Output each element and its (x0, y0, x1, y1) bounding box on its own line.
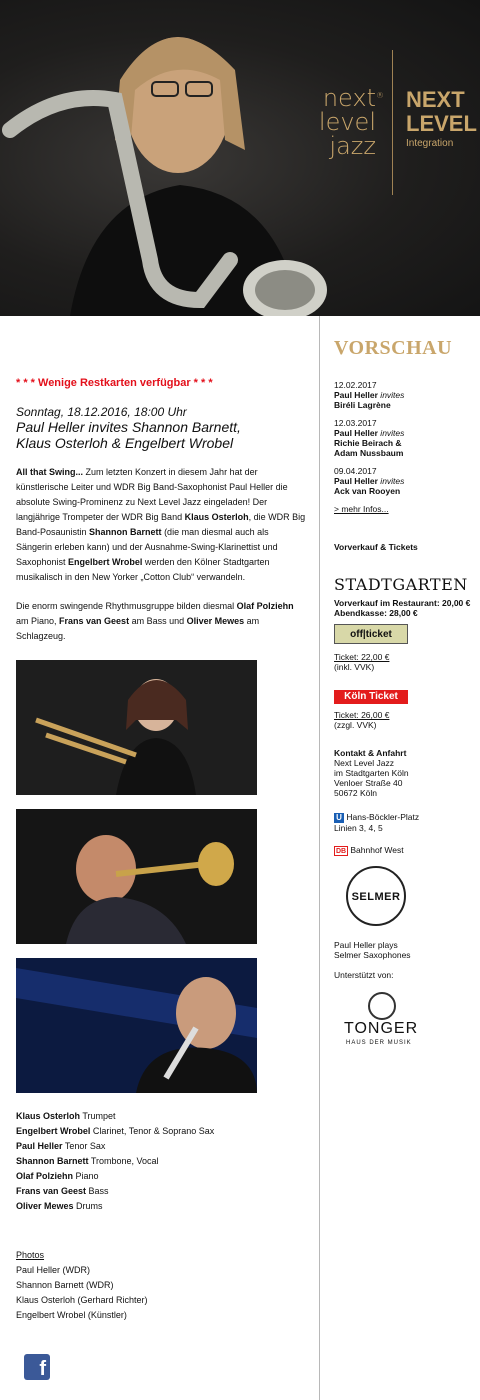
text-span: Shannon Barnett (89, 527, 162, 537)
next-level-jazz-logo (286, 84, 384, 160)
event-date: Sonntag, 18.12.2016, 18:00 Uhr (16, 405, 187, 419)
text-span: Die enorm swingende Rhythmusgruppe bilden diesmal (16, 601, 237, 611)
preview-date: 12.02.2017 (334, 380, 377, 390)
preview-item (334, 380, 474, 410)
next-level-integration-logo (406, 88, 477, 150)
offticket-price-link[interactable]: Ticket: 22,00 € (334, 652, 390, 662)
koelnticket-price-link[interactable]: Ticket: 26,00 € (334, 710, 390, 720)
text-span: Klaus Osterloh (184, 512, 249, 522)
cast-role: Tenor Sax (62, 1141, 106, 1151)
credit-item: Paul Heller (WDR) (16, 1265, 91, 1275)
text-span: am Piano, (16, 616, 60, 626)
intro-paragraph (16, 465, 306, 585)
offticket-note: (inkl. VVK) (334, 662, 375, 672)
address-line: Venloer Straße 40 (334, 778, 403, 788)
rhythm-paragraph (16, 599, 306, 644)
logo-divider (392, 50, 393, 195)
cast-item (16, 1139, 306, 1154)
event-headline (16, 419, 306, 451)
preview-item (334, 466, 474, 496)
abendkasse: Abendkasse: 28,00 € (334, 608, 418, 618)
koelnticket-logo[interactable]: Köln Ticket (334, 690, 408, 704)
headline-line-2: Klaus Osterloh & Engelbert Wrobel (16, 435, 234, 451)
address-line: im Stadtgarten Köln (334, 768, 409, 778)
preview-invite-line (334, 476, 474, 486)
logo-line-next: next (322, 84, 376, 112)
preview-guest: Richie Beirach & Adam Nussbaum (334, 438, 404, 458)
column-divider (319, 316, 320, 1400)
tonger-sub: HAUS DER MUSIK (346, 1040, 412, 1046)
main-content (16, 376, 306, 1323)
cast-name: Olaf Polziehn (16, 1171, 74, 1181)
restkarten-alert: * * * Wenige Restkarten verfügbar * * * (16, 377, 213, 389)
ubahn-lines: Linien 3, 4, 5 (334, 823, 383, 833)
vorschau-heading: VORSCHAU (334, 337, 453, 359)
cast-item (16, 1169, 306, 1184)
text-span: Oliver Mewes (186, 616, 245, 626)
cast-item (16, 1154, 306, 1169)
text-span: am Schlagzeug. (16, 616, 260, 641)
preview-item (334, 418, 474, 458)
cast-role: Clarinet, Tenor & Soprano Sax (90, 1126, 215, 1136)
selmer-line-2: Selmer Saxophones (334, 950, 411, 960)
db-station: Bahnhof West (350, 845, 404, 855)
cast-name: Frans van Geest (16, 1186, 87, 1196)
photo-credits (16, 1248, 306, 1323)
preview-invites: invites (377, 390, 405, 400)
selmer-line-1: Paul Heller plays (334, 940, 398, 950)
unterstuetzt-label: Unterstützt von: (334, 970, 394, 980)
stadtgarten-logo: STADTGARTEN (334, 575, 468, 594)
selmer-logo: SELMER (346, 866, 406, 926)
tonger-logo: TONGER (344, 1020, 419, 1037)
koelnticket-note: (zzgl. VVK) (334, 720, 377, 730)
ubahn-icon: U (334, 813, 344, 823)
cast-role: Piano (73, 1171, 99, 1181)
logo-line-jazz: jazz (329, 132, 376, 160)
mehr-infos-link[interactable]: > mehr Infos... (334, 504, 389, 514)
sidebar (334, 336, 474, 1048)
preview-invites: invites (377, 428, 405, 438)
db-icon: DB (335, 848, 347, 855)
cast-name: Engelbert Wrobel (16, 1126, 91, 1136)
preview-date: 12.03.2017 (334, 418, 377, 428)
cast-item (16, 1184, 306, 1199)
preview-guest: Ack van Rooyen (334, 486, 401, 496)
logo-line-level: level (318, 108, 376, 136)
db-info (334, 845, 474, 856)
logo-b-next: NEXT (406, 87, 465, 112)
ubahn-stop: Hans-Böckler-Platz (346, 812, 420, 822)
cast-item (16, 1109, 306, 1124)
preview-invite-line (334, 428, 474, 438)
preview-date: 09.04.2017 (334, 466, 377, 476)
preview-guest: Biréli Lagrène (334, 400, 391, 410)
facebook-icon[interactable]: f (24, 1354, 50, 1380)
preview-host: Paul Heller (334, 390, 378, 400)
registered-mark: ® (376, 91, 384, 100)
text-span: Zum letzten Konzert in diesem Jahr hat der künstlerische Leiter und WDR Big Band-Saxophonist Paul Heller die absolute Swing-Prominenz zu Next Level Jazz eingeladen! Der langjährige Trompeter der WDR Big Band (16, 467, 288, 522)
cast-name: Paul Heller (16, 1141, 63, 1151)
preview-host: Paul Heller (334, 476, 378, 486)
text-span: All that Swing... (16, 467, 83, 477)
text-span: Frans van Geest (59, 616, 130, 626)
preview-invites: invites (377, 476, 405, 486)
text-span: (die man diesmal auch als Sängerin erleben kann) und der Ausnahme-Swing-Klarinettist und Saxophonist (16, 527, 278, 567)
credit-item: Klaus Osterloh (Gerhard Richter) (16, 1295, 148, 1305)
vvk-restaurant: Vorverkauf im Restaurant: 20,00 € (334, 598, 471, 608)
offticket-logo[interactable]: off|ticket (334, 624, 408, 644)
text-span: werden den Kölner Stadtgarten musikalisch in den New Yorker „Cotton Club“ verwandeln. (16, 557, 270, 582)
photo-shannon-barnett (16, 660, 257, 795)
cast-role: Trombone, Vocal (88, 1156, 159, 1166)
tonger-emblem-icon (368, 992, 396, 1020)
preview-invite-line (334, 390, 474, 400)
photo-klaus-osterloh (16, 809, 257, 944)
ubahn-info (334, 812, 474, 823)
logo-b-level: LEVEL (406, 111, 477, 136)
logo-b-sub: Integration (406, 138, 454, 149)
text-span: , die WDR Big Band-Posaunistin (16, 512, 306, 537)
cast-role: Trumpet (80, 1111, 116, 1121)
address-line: Next Level Jazz (334, 758, 394, 768)
credit-item: Engelbert Wrobel (Künstler) (16, 1310, 127, 1320)
hero-banner (0, 0, 480, 316)
cast-item (16, 1124, 306, 1139)
cast-name: Klaus Osterloh (16, 1111, 81, 1121)
hero-photo-paul-heller (0, 0, 340, 316)
cast-role: Bass (86, 1186, 109, 1196)
kontakt-heading: Kontakt & Anfahrt (334, 748, 407, 758)
cast-role: Drums (73, 1201, 103, 1211)
preview-host: Paul Heller (334, 428, 378, 438)
address-line: 50672 Köln (334, 788, 378, 798)
cast-name: Shannon Barnett (16, 1156, 89, 1166)
text-span: Engelbert Wrobel (68, 557, 143, 567)
vorverkauf-heading: Vorverkauf & Tickets (334, 542, 418, 552)
headline-line-1: Paul Heller invites Shannon Barnett, (16, 419, 241, 435)
cast-list (16, 1109, 306, 1214)
text-span: Olaf Polziehn (236, 601, 294, 611)
credit-item: Shannon Barnett (WDR) (16, 1280, 114, 1290)
cast-name: Oliver Mewes (16, 1201, 74, 1211)
photos-heading: Photos (16, 1250, 45, 1260)
photo-engelbert-wrobel (16, 958, 257, 1093)
text-span: am Bass und (129, 616, 187, 626)
cast-item (16, 1199, 306, 1214)
